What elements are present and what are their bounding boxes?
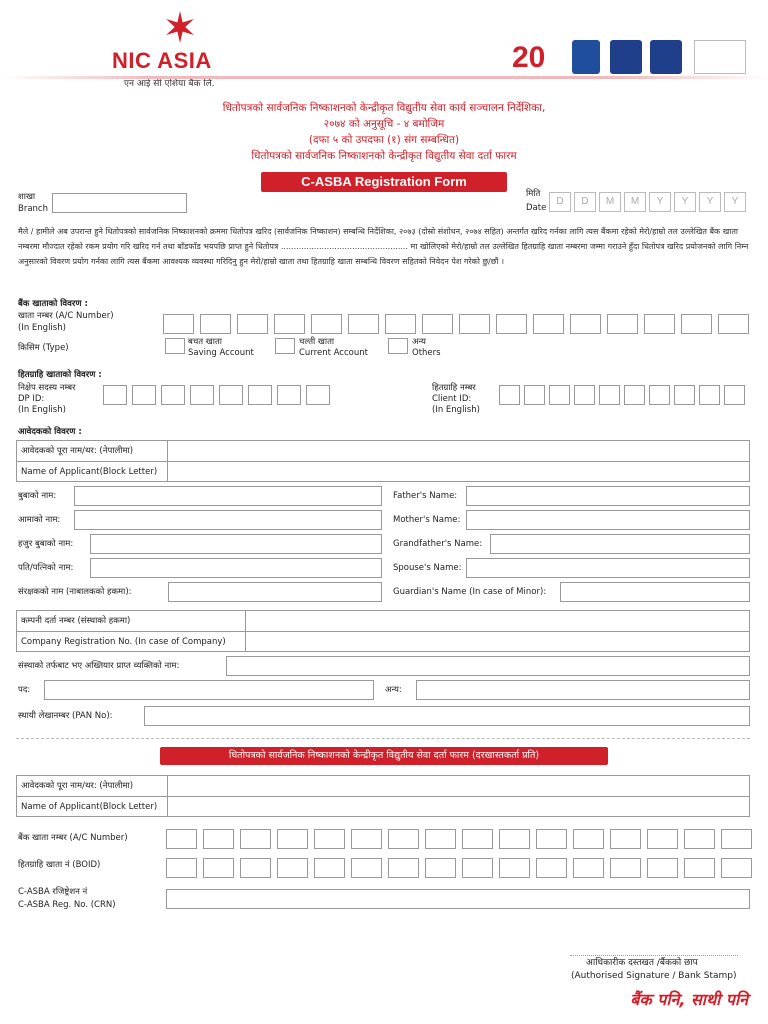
copy-ac-digit-box[interactable] <box>499 829 530 849</box>
copy-boid-digit-box[interactable] <box>277 858 308 878</box>
saving-account-checkbox[interactable] <box>165 338 185 354</box>
copy-boid-digit-box[interactable] <box>166 858 197 878</box>
pan-label: स्थायी लेखानम्बर (PAN No): <box>18 711 113 721</box>
dp-digit-box[interactable] <box>103 385 127 405</box>
copy-boid-digit-box[interactable] <box>388 858 419 878</box>
date-digit-box[interactable]: D <box>549 192 571 212</box>
spouse-en-input[interactable] <box>466 558 750 578</box>
pan-input[interactable] <box>144 706 750 726</box>
nic-asia-logo-icon <box>163 10 197 44</box>
ac-digit-box[interactable] <box>385 314 416 334</box>
title-line-3: (दफा ५ को उपदफा (१) संग सम्बन्धित) <box>308 134 460 146</box>
copy-boid-digit-box[interactable] <box>684 858 715 878</box>
bank-account-heading: बैंक खाताको विवरण : <box>18 299 88 309</box>
mother-en-label: Mother's Name: <box>393 515 461 525</box>
copy-boid-digit-box[interactable] <box>499 858 530 878</box>
copy-ac-digit-box[interactable] <box>166 829 197 849</box>
copy-ac-digit-box[interactable] <box>277 829 308 849</box>
ac-number-label: खाता नम्बर (A/C Number) <box>18 311 114 321</box>
ac-digit-box[interactable] <box>422 314 453 334</box>
crn-np-label: C-ASBA रजिष्ट्रेशन नं <box>18 887 88 897</box>
copy-ac-digit-box[interactable] <box>573 829 604 849</box>
dp-np-label: निक्षेप सदस्य नम्बर <box>18 383 76 393</box>
copy-ac-digit-box[interactable] <box>203 829 234 849</box>
copy-ac-label: बैंक खाता नम्बर (A/C Number) <box>18 833 128 843</box>
guardian-np-input[interactable] <box>168 582 382 602</box>
spouse-en-label: Spouse's Name: <box>393 563 462 573</box>
date-digit-box[interactable]: Y <box>674 192 696 212</box>
copy-name-np-label: आवेदकको पूरा नाम/थर: (नेपालीमा) <box>21 781 134 791</box>
copy-boid-digit-box[interactable] <box>573 858 604 878</box>
father-en-input[interactable] <box>466 486 750 506</box>
ac-digit-box[interactable] <box>718 314 749 334</box>
copy-ac-digit-box[interactable] <box>314 829 345 849</box>
client-id-label: Client ID: <box>432 394 472 404</box>
client-np-label: हितग्राहि नम्बर <box>432 383 476 393</box>
date-label-np: मिति <box>526 189 541 199</box>
signature-np: आधिकारीक दस्तखत /बैंकको छाप <box>586 958 698 968</box>
copy-ac-digit-box[interactable] <box>240 829 271 849</box>
copy-ac-digit-box[interactable] <box>351 829 382 849</box>
spouse-np-label: पति/पत्निको नाम: <box>18 563 74 573</box>
post-label: पद: <box>18 685 31 695</box>
client-in-english-label: (In English) <box>432 405 480 415</box>
applicant-name-en-label: Name of Applicant(Block Letter) <box>21 467 158 477</box>
banker-award-icon <box>610 40 642 74</box>
client-digit-box[interactable] <box>699 385 720 405</box>
dp-digit-box[interactable] <box>132 385 156 405</box>
dp-digit-box[interactable] <box>248 385 272 405</box>
copy-boid-digit-box[interactable] <box>647 858 678 878</box>
company-reg-en-label: Company Registration No. (In case of Company) <box>21 637 226 647</box>
cut-line <box>16 738 750 739</box>
date-label-en: Date <box>526 203 547 213</box>
company-reg-np-label: कम्पनी दर्ता नम्बर (संस्थाको हकमा) <box>21 616 131 626</box>
ac-digit-box[interactable] <box>237 314 268 334</box>
slogan: बैंक पनि, साथी पनि <box>630 990 748 1009</box>
crn-input[interactable] <box>166 889 750 909</box>
others-np: अन्य <box>412 337 426 347</box>
dp-digit-box[interactable] <box>277 385 301 405</box>
ac-digit-box[interactable] <box>496 314 527 334</box>
ac-digit-box[interactable] <box>311 314 342 334</box>
header-divider <box>0 76 768 79</box>
copy-ac-digit-box[interactable] <box>425 829 456 849</box>
ac-digit-box[interactable] <box>274 314 305 334</box>
grandfather-np-label: हजुर बुबाको नाम: <box>18 539 74 549</box>
authorised-person-input[interactable] <box>226 656 750 676</box>
other-label: अन्य: <box>385 685 402 695</box>
ac-digit-box[interactable] <box>607 314 638 334</box>
date-digit-box[interactable]: Y <box>699 192 721 212</box>
dp-digit-box[interactable] <box>190 385 214 405</box>
father-np-input[interactable] <box>74 486 382 506</box>
ac-digit-box[interactable] <box>163 314 194 334</box>
copy-ac-digit-box[interactable] <box>684 829 715 849</box>
client-digit-box[interactable] <box>574 385 595 405</box>
copy-boid-digit-box[interactable] <box>351 858 382 878</box>
grandfather-en-input[interactable] <box>490 534 750 554</box>
client-digit-box[interactable] <box>724 385 745 405</box>
ac-digit-box[interactable] <box>459 314 490 334</box>
demat-heading: हितग्राहि खाताको विवरण : <box>18 370 102 380</box>
copy-ac-digit-box[interactable] <box>536 829 567 849</box>
crn-en-label: C-ASBA Reg. No. (CRN) <box>18 900 116 910</box>
ac-digit-box[interactable] <box>348 314 379 334</box>
client-digit-box[interactable] <box>624 385 645 405</box>
copy-name-table <box>16 775 750 817</box>
company-reg-input[interactable] <box>246 611 750 652</box>
ac-digit-box[interactable] <box>681 314 712 334</box>
applicant-name-np-input[interactable] <box>168 441 750 461</box>
mother-np-label: आमाको नाम: <box>18 515 61 525</box>
others-checkbox[interactable] <box>388 338 408 354</box>
copy-ac-digit-box[interactable] <box>388 829 419 849</box>
post-input[interactable] <box>44 680 374 700</box>
dp-digit-box[interactable] <box>219 385 243 405</box>
father-np-label: बुबाको नाम: <box>18 491 57 501</box>
banker-award-icon-2 <box>650 40 682 74</box>
client-digit-box[interactable] <box>674 385 695 405</box>
title-line-2: २०७४ को अनुसूचि - ४ बमोजिम <box>323 118 445 130</box>
copy-boid-digit-box[interactable] <box>610 858 641 878</box>
copy-boid-digit-box[interactable] <box>536 858 567 878</box>
dp-digit-box[interactable] <box>306 385 330 405</box>
mother-np-input[interactable] <box>74 510 382 530</box>
form-title: C-ASBA Registration Form <box>261 172 507 192</box>
ac-digit-box[interactable] <box>644 314 675 334</box>
copy-ac-digit-box[interactable] <box>462 829 493 849</box>
client-digit-box[interactable] <box>599 385 620 405</box>
date-digit-box[interactable]: Y <box>649 192 671 212</box>
client-digit-box[interactable] <box>499 385 520 405</box>
copy-name-np-input[interactable] <box>168 776 750 796</box>
dp-digit-box[interactable] <box>161 385 185 405</box>
bank-name: NIC ASIA <box>112 48 212 73</box>
ac-in-english-label: (In English) <box>18 323 66 333</box>
copy-boid-digit-box[interactable] <box>203 858 234 878</box>
branch-input[interactable] <box>52 193 187 213</box>
copy-boid-digit-box[interactable] <box>240 858 271 878</box>
father-en-label: Father's Name: <box>393 491 458 501</box>
copy-name-en-label: Name of Applicant(Block Letter) <box>21 802 158 812</box>
other-input[interactable] <box>416 680 750 700</box>
date-digit-box[interactable]: Y <box>724 192 746 212</box>
grandfather-en-label: Grandfather's Name: <box>393 539 483 549</box>
copy-name-en-input[interactable] <box>168 797 750 817</box>
signature-line <box>570 955 738 956</box>
others-en: Others <box>412 348 441 358</box>
award-badge-icon <box>572 40 600 74</box>
branch-label-np: शाखा <box>18 192 36 202</box>
copy-ac-digit-box[interactable] <box>721 829 752 849</box>
ac-digit-box[interactable] <box>570 314 601 334</box>
ac-digit-box[interactable] <box>200 314 231 334</box>
client-digit-box[interactable] <box>524 385 545 405</box>
branch-label-en: Branch <box>18 204 48 214</box>
applicant-heading: आवेदकको विवरण : <box>18 427 82 437</box>
spouse-np-input[interactable] <box>90 558 382 578</box>
copy-boid-digit-box[interactable] <box>314 858 345 878</box>
copy-boid-label: हितग्राहि खाता नं (BOID) <box>18 860 101 870</box>
client-digit-box[interactable] <box>549 385 570 405</box>
copy-boid-digit-box[interactable] <box>721 858 752 878</box>
title-line-4: धितोपत्रको सार्वजनिक निष्काशनको केन्द्रीकृत विद्युतीय सेवा दर्ता फारम <box>251 150 517 162</box>
authorised-person-label: संस्थाको तर्फबाट भए अख्तियार प्राप्त व्यक्तिको नाम: <box>18 661 180 671</box>
date-digit-box[interactable]: M <box>624 192 646 212</box>
iso-certification-icon <box>694 40 746 74</box>
bank-tagline: एन आई सी एशिया बैंक लि. <box>124 79 215 89</box>
intro-paragraph: मैले / हामीले अब उपरान्त हुने धितोपत्रको सार्वजनिक निष्काशनको क्रममा धितोपत्र खरिद (सार्वजनिक निष्काशन) सम्बन्धि निर्देशिका, २०७३ (दोस्रो संशोधन, २०७४ सहित) अन्तर्गत खरिद गर्नका लागि त्यस बैंकमा रहेको मेरो/हाम्रो तल उल्लेखित बैंक खाता नम्बरमा मौज्दात रहेको रकम प्रयोग गरि खरिद गर्न तथा बाँडफाँड भयपछि प्राप्त हुने धितोपत्र .................................................. मा खोलिएको मेरो/हाम्रो तल उल्लेखित हितग्राहि खाता नम्बरमा जम्मा गराउने हुँदा धितोपत्र खरिद प्रयोजनको लागि निम्न अनुसारको विवरण प्रयोग गर्नका लागि त्यस बैंकमा आवश्यक व्यवस्था गरिदिनु हुन मेरो/हाम्रो खाता तथा हितग्राहि खाता सम्बन्धि विवरण सहितको निवेदन पेश गरेको छु/छौं । <box>18 227 749 266</box>
grandfather-np-input[interactable] <box>90 534 382 554</box>
current-en: Current Account <box>299 348 368 358</box>
current-account-checkbox[interactable] <box>275 338 295 354</box>
company-reg-table <box>16 610 750 652</box>
anniversary-logo: 20 <box>512 41 546 74</box>
copy-ac-digit-box[interactable] <box>647 829 678 849</box>
dp-in-english-label: (In English) <box>18 405 66 415</box>
copy-boid-digit-box[interactable] <box>425 858 456 878</box>
guardian-np-label: संरक्षकको नाम (नाबालकको हकमा): <box>18 587 132 597</box>
mother-en-input[interactable] <box>466 510 750 530</box>
applicant-name-np-label: आवेदकको पूरा नाम/थर: (नेपालीमा) <box>21 446 134 456</box>
date-digit-box[interactable]: M <box>599 192 621 212</box>
saving-en: Saving Account <box>188 348 254 358</box>
copy-ac-digit-box[interactable] <box>610 829 641 849</box>
dp-id-label: DP ID: <box>18 394 45 404</box>
title-line-1: धितोपत्रको सार्वजनिक निष्काशनको केन्द्रीकृत विद्युतीय सेवा कार्य सञ्चालन निर्देशिका, <box>222 102 546 114</box>
applicant-name-table <box>16 440 750 482</box>
copy-boid-digit-box[interactable] <box>462 858 493 878</box>
current-np: चल्ती खाता <box>299 337 335 347</box>
applicant-copy-title: धितोपत्रको सार्वजनिक निष्काशनको केन्द्रीकृत विद्युतीय सेवा दर्ता फारम (दरखास्तकर्ता प्रति) <box>160 747 608 765</box>
guardian-en-input[interactable] <box>560 582 750 602</box>
saving-np: बचत खाता <box>188 337 222 347</box>
applicant-name-en-input[interactable] <box>168 462 750 482</box>
date-digit-box[interactable]: D <box>574 192 596 212</box>
signature-en: (Authorised Signature / Bank Stamp) <box>571 971 737 981</box>
form-heading <box>0 100 768 164</box>
client-digit-box[interactable] <box>649 385 670 405</box>
guardian-en-label: Guardian's Name (In case of Minor): <box>393 587 547 597</box>
type-label: किसिम (Type) <box>18 343 69 353</box>
ac-digit-box[interactable] <box>533 314 564 334</box>
